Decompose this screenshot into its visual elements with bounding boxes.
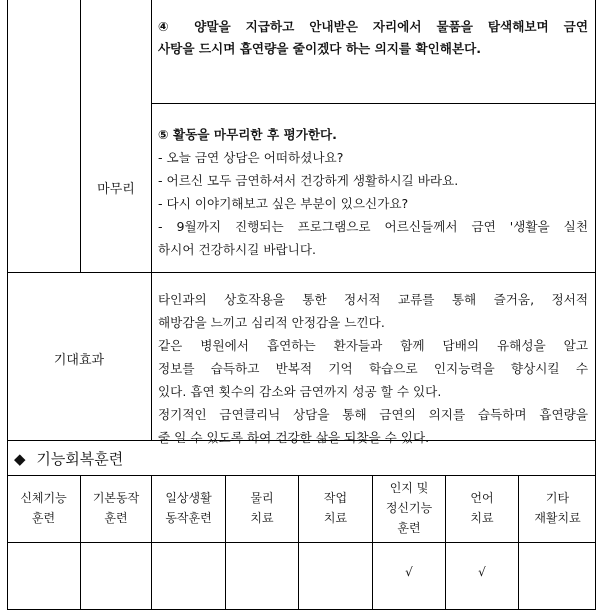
closing-text — [158, 123, 588, 261]
text-line: 정기적인 금연클리닉 상담을 통해 금연의 의지를 습득하며 흡연량을 — [158, 407, 588, 422]
divider — [7, 475, 596, 476]
text-line: 하시어 건강하시길 바랍니다. — [158, 242, 316, 257]
rehab-col-header: 일상생활 동작훈련 — [165, 491, 212, 525]
divider — [152, 103, 596, 104]
rehab-col-header: 언어 치료 — [470, 491, 494, 525]
divider — [151, 0, 152, 440]
text-line: 사탕을 드시며 흡연량을 줄이겠다 하는 의지를 확인해본다. — [158, 41, 482, 56]
diamond-icon: ◆ — [14, 450, 26, 468]
text-line: - 어르신 모두 금연하셔서 건강하게 생활하시길 바라요. — [158, 173, 459, 188]
closing-title: ⑤ 활동을 마무리한 후 평가한다. — [158, 127, 337, 142]
check-mark: √ — [405, 565, 413, 579]
text-line: - 9월까지 진행되는 프로그램으로 어르신들께서 금연 '생활을 실천 — [158, 219, 588, 234]
text-line: - 다시 이야기해보고 싶은 부분이 있으신가요? — [158, 196, 409, 211]
text-line: 있다. 흡연 횟수의 감소와 금연까지 성공 할 수 있다. — [158, 384, 442, 399]
divider — [80, 0, 81, 272]
rehab-col-header: 물리 치료 — [250, 491, 274, 525]
expected-label: 기대효과 — [53, 353, 105, 368]
rehab-heading — [14, 449, 123, 469]
text-line: ④ 양말을 지급하고 안내받은 자리에서 물품을 탐색해보며 금연 — [158, 19, 588, 34]
text-line: 줄 일 수 있도록 하여 건강한 삶을 되찾을 수 있다. — [158, 430, 430, 445]
step4-text — [158, 16, 588, 60]
divider — [7, 272, 596, 273]
rehab-col-header: 기타 재활치료 — [534, 491, 581, 525]
expected-text — [158, 288, 588, 449]
rehab-col-header: 신체기능 훈련 — [20, 491, 67, 525]
rehab-col-header: 작업 치료 — [323, 491, 348, 525]
check-mark: √ — [478, 565, 486, 579]
text-line: 정보를 습득하고 반복적 기억 학습으로 인지능력을 향상시킬 수 — [158, 361, 588, 376]
rehab-heading-text: 기능회복훈련 — [36, 450, 124, 468]
closing-label: 마무리 — [97, 182, 135, 197]
text-line: 해방감을 느끼고 심리적 안정감을 느낀다. — [158, 315, 385, 330]
text-line: - 오늘 금연 상담은 어떠하셨나요? — [158, 150, 344, 165]
rehab-col-header: 인지 및 정신기능 훈련 — [385, 481, 433, 535]
rehab-col-header: 기본동작 훈련 — [92, 491, 140, 525]
text-line: 같은 병원에서 흡연하는 환자들과 함께 담배의 유해성을 알고 — [158, 338, 588, 353]
divider — [7, 542, 596, 543]
text-line: 타인과의 상호작용을 통한 정서적 교류를 통해 즐거움, 정서적 — [158, 292, 588, 307]
